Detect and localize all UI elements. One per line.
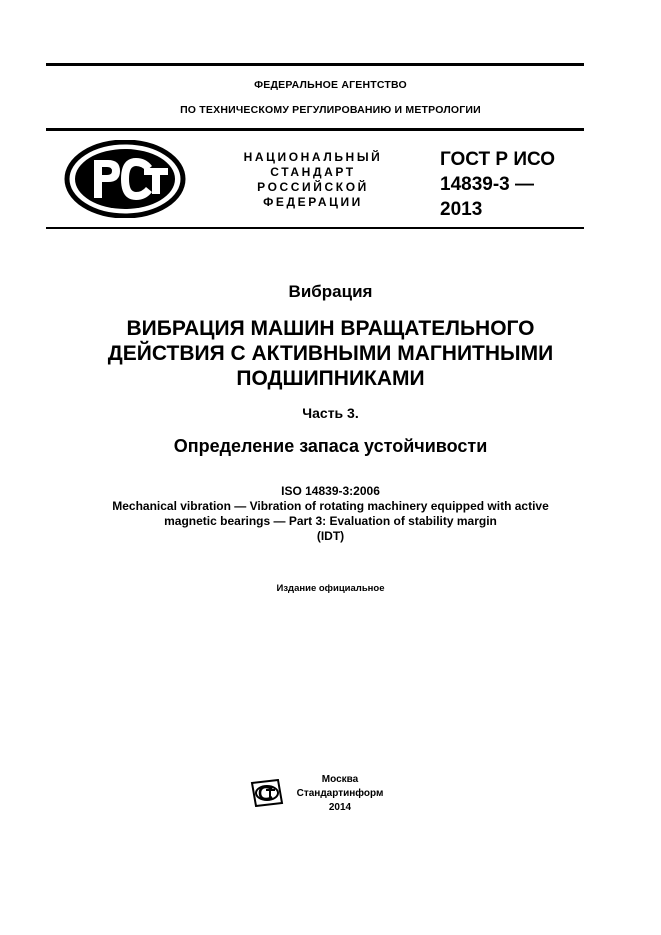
part-number: Часть 3. bbox=[302, 405, 359, 421]
part-title: Определение запаса устойчивости bbox=[173, 436, 488, 456]
standartinform-logo-icon bbox=[248, 779, 288, 807]
iso-reference bbox=[0, 484, 661, 544]
iso-identity: (IDT) bbox=[316, 529, 345, 543]
standard-block-rule bbox=[46, 227, 584, 229]
standard-number bbox=[440, 147, 600, 222]
agency-name-line1: ФЕДЕРАЛЬНОЕ АГЕНТСТВО bbox=[254, 79, 407, 91]
header-rule bbox=[46, 128, 584, 131]
national-standard-text: НАЦИОНАЛЬНЫЙ СТАНДАРТ РОССИЙСКОЙ ФЕДЕРАЦИИ bbox=[243, 150, 383, 209]
agency-name-line2: ПО ТЕХНИЧЕСКОМУ РЕГУЛИРОВАНИЮ И МЕТРОЛОГИИ bbox=[180, 104, 481, 116]
standard-number-text: ГОСТ Р ИСО 14839-3 — 2013 bbox=[440, 149, 556, 220]
iso-code: ISO 14839-3:2006 bbox=[281, 484, 380, 498]
publisher-name: Стандартинформ bbox=[296, 788, 384, 799]
iso-english-title: Mechanical vibration — Vibration of rotating machinery equipped with active magnetic bearings — Part 3: Evaluation of stability margin bbox=[112, 499, 549, 528]
national-standard-label bbox=[228, 150, 398, 210]
top-rule bbox=[46, 63, 584, 66]
publisher-city: Москва bbox=[321, 774, 359, 785]
subject-title: Вибрация bbox=[288, 282, 373, 301]
main-title bbox=[0, 316, 661, 391]
publisher-year: 2014 bbox=[328, 802, 352, 813]
main-title-text: ВИБРАЦИЯ МАШИН ВРАЩАТЕЛЬНОГО ДЕЙСТВИЯ С АКТИВНЫМИ МАГНИТНЫМИ ПОДШИПНИКАМИ bbox=[107, 317, 554, 390]
edition-label: Издание официальное bbox=[276, 583, 385, 594]
rst-gost-logo-icon bbox=[64, 140, 186, 218]
publisher-block bbox=[290, 773, 390, 815]
